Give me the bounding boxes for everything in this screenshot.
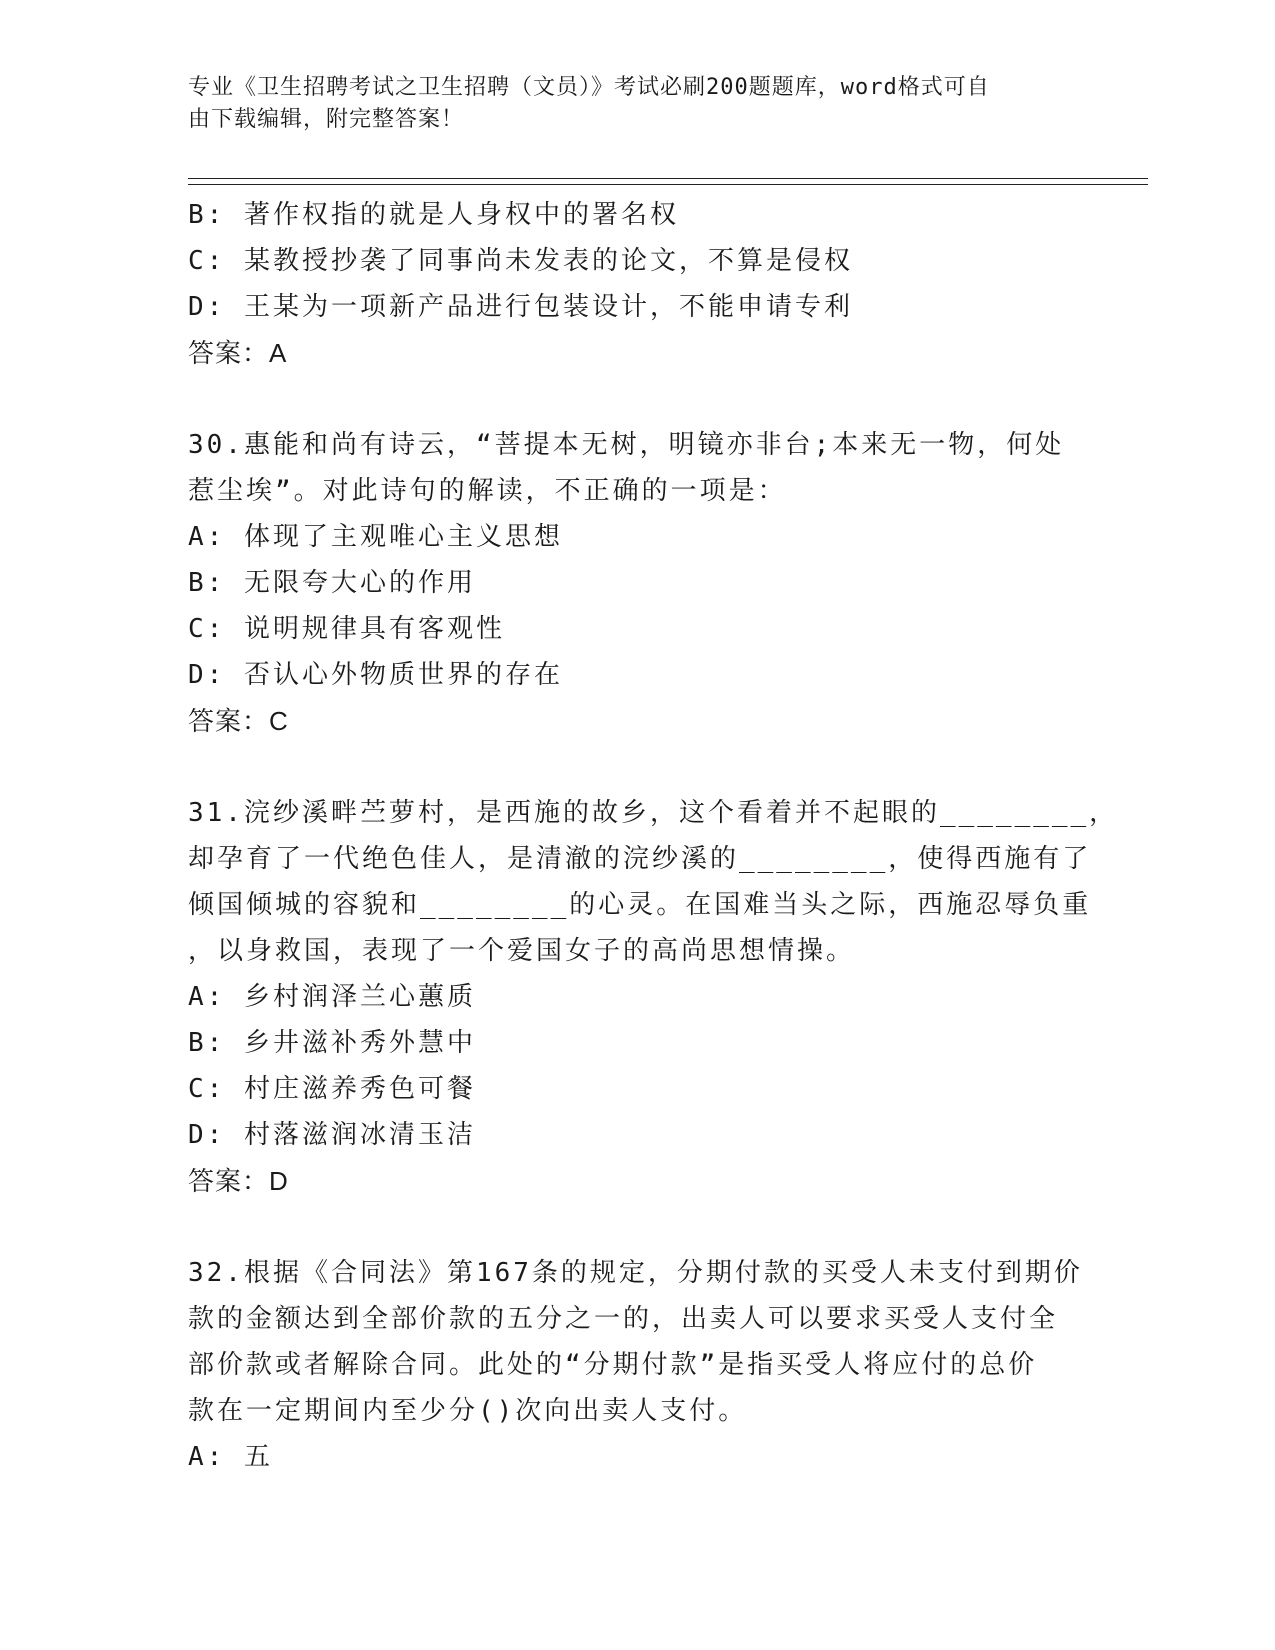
answer-label: 答案：A xyxy=(188,338,288,368)
page-header xyxy=(188,72,1068,136)
question-stem-line: 却孕育了一代绝色佳人，是清澈的浣纱溪的________，使得西施有了 xyxy=(188,844,1092,874)
question-stem-line: 30.惠能和尚有诗云，“菩提本无树，明镜亦非台;本来无一物，何处 xyxy=(188,430,1065,460)
option-c: C: 某教授抄袭了同事尚未发表的论文，不算是侵权 xyxy=(188,246,853,276)
question-stem-line: 部价款或者解除合同。此处的“分期付款”是指买受人将应付的总价 xyxy=(188,1350,1038,1380)
question-30 xyxy=(188,422,1068,744)
question-stem-line: 惹尘埃”。对此诗句的解读，不正确的一项是： xyxy=(188,476,787,506)
question-stem-line: 32.根据《合同法》第167条的规定，分期付款的买受人未支付到期价 xyxy=(188,1258,1083,1288)
option-d: D: 村落滋润冰清玉洁 xyxy=(188,1120,476,1150)
header-title-line-2: 由下载编辑，附完整答案！ xyxy=(188,107,465,132)
answer-label: 答案：D xyxy=(188,1166,289,1196)
option-a: A: 乡村润泽兰心蕙质 xyxy=(188,982,476,1012)
question-content xyxy=(188,192,1119,1480)
question-31 xyxy=(188,790,1119,1204)
option-b: B: 无限夸大心的作用 xyxy=(188,568,476,598)
option-c: C: 说明规律具有客观性 xyxy=(188,614,505,644)
header-title-line-1: 专业《卫生招聘考试之卫生招聘（文员）》考试必刷200题题库，word格式可自 xyxy=(188,75,990,100)
question-stem-line: 款在一定期间内至少分()次向出卖人支付。 xyxy=(188,1396,748,1426)
option-b: B: 著作权指的就是人身权中的署名权 xyxy=(188,200,679,230)
prev-question xyxy=(188,192,1068,376)
question-stem-line: 款的金额达到全部价款的五分之一的，出卖人可以要求买受人支付全 xyxy=(188,1304,1059,1334)
question-stem-line: 31.浣纱溪畔苎萝村，是西施的故乡，这个看着并不起眼的________， xyxy=(188,798,1119,828)
question-stem-line: ，以身救国，表现了一个爱国女子的高尚思想情操。 xyxy=(188,936,856,966)
option-d: D: 王某为一项新产品进行包装设计，不能申请专利 xyxy=(188,292,853,322)
option-d: D: 否认心外物质世界的存在 xyxy=(188,660,563,690)
question-stem-line: 倾国倾城的容貌和________的心灵。在国难当头之际，西施忍辱负重 xyxy=(188,890,1092,920)
option-b: B: 乡井滋补秀外慧中 xyxy=(188,1028,476,1058)
option-a: A: 体现了主观唯心主义思想 xyxy=(188,522,563,552)
question-32 xyxy=(188,1250,1083,1480)
header-divider xyxy=(188,178,1148,185)
answer-label: 答案：C xyxy=(188,706,289,736)
option-a: A: 五 xyxy=(188,1442,273,1472)
option-c: C: 村庄滋养秀色可餐 xyxy=(188,1074,476,1104)
